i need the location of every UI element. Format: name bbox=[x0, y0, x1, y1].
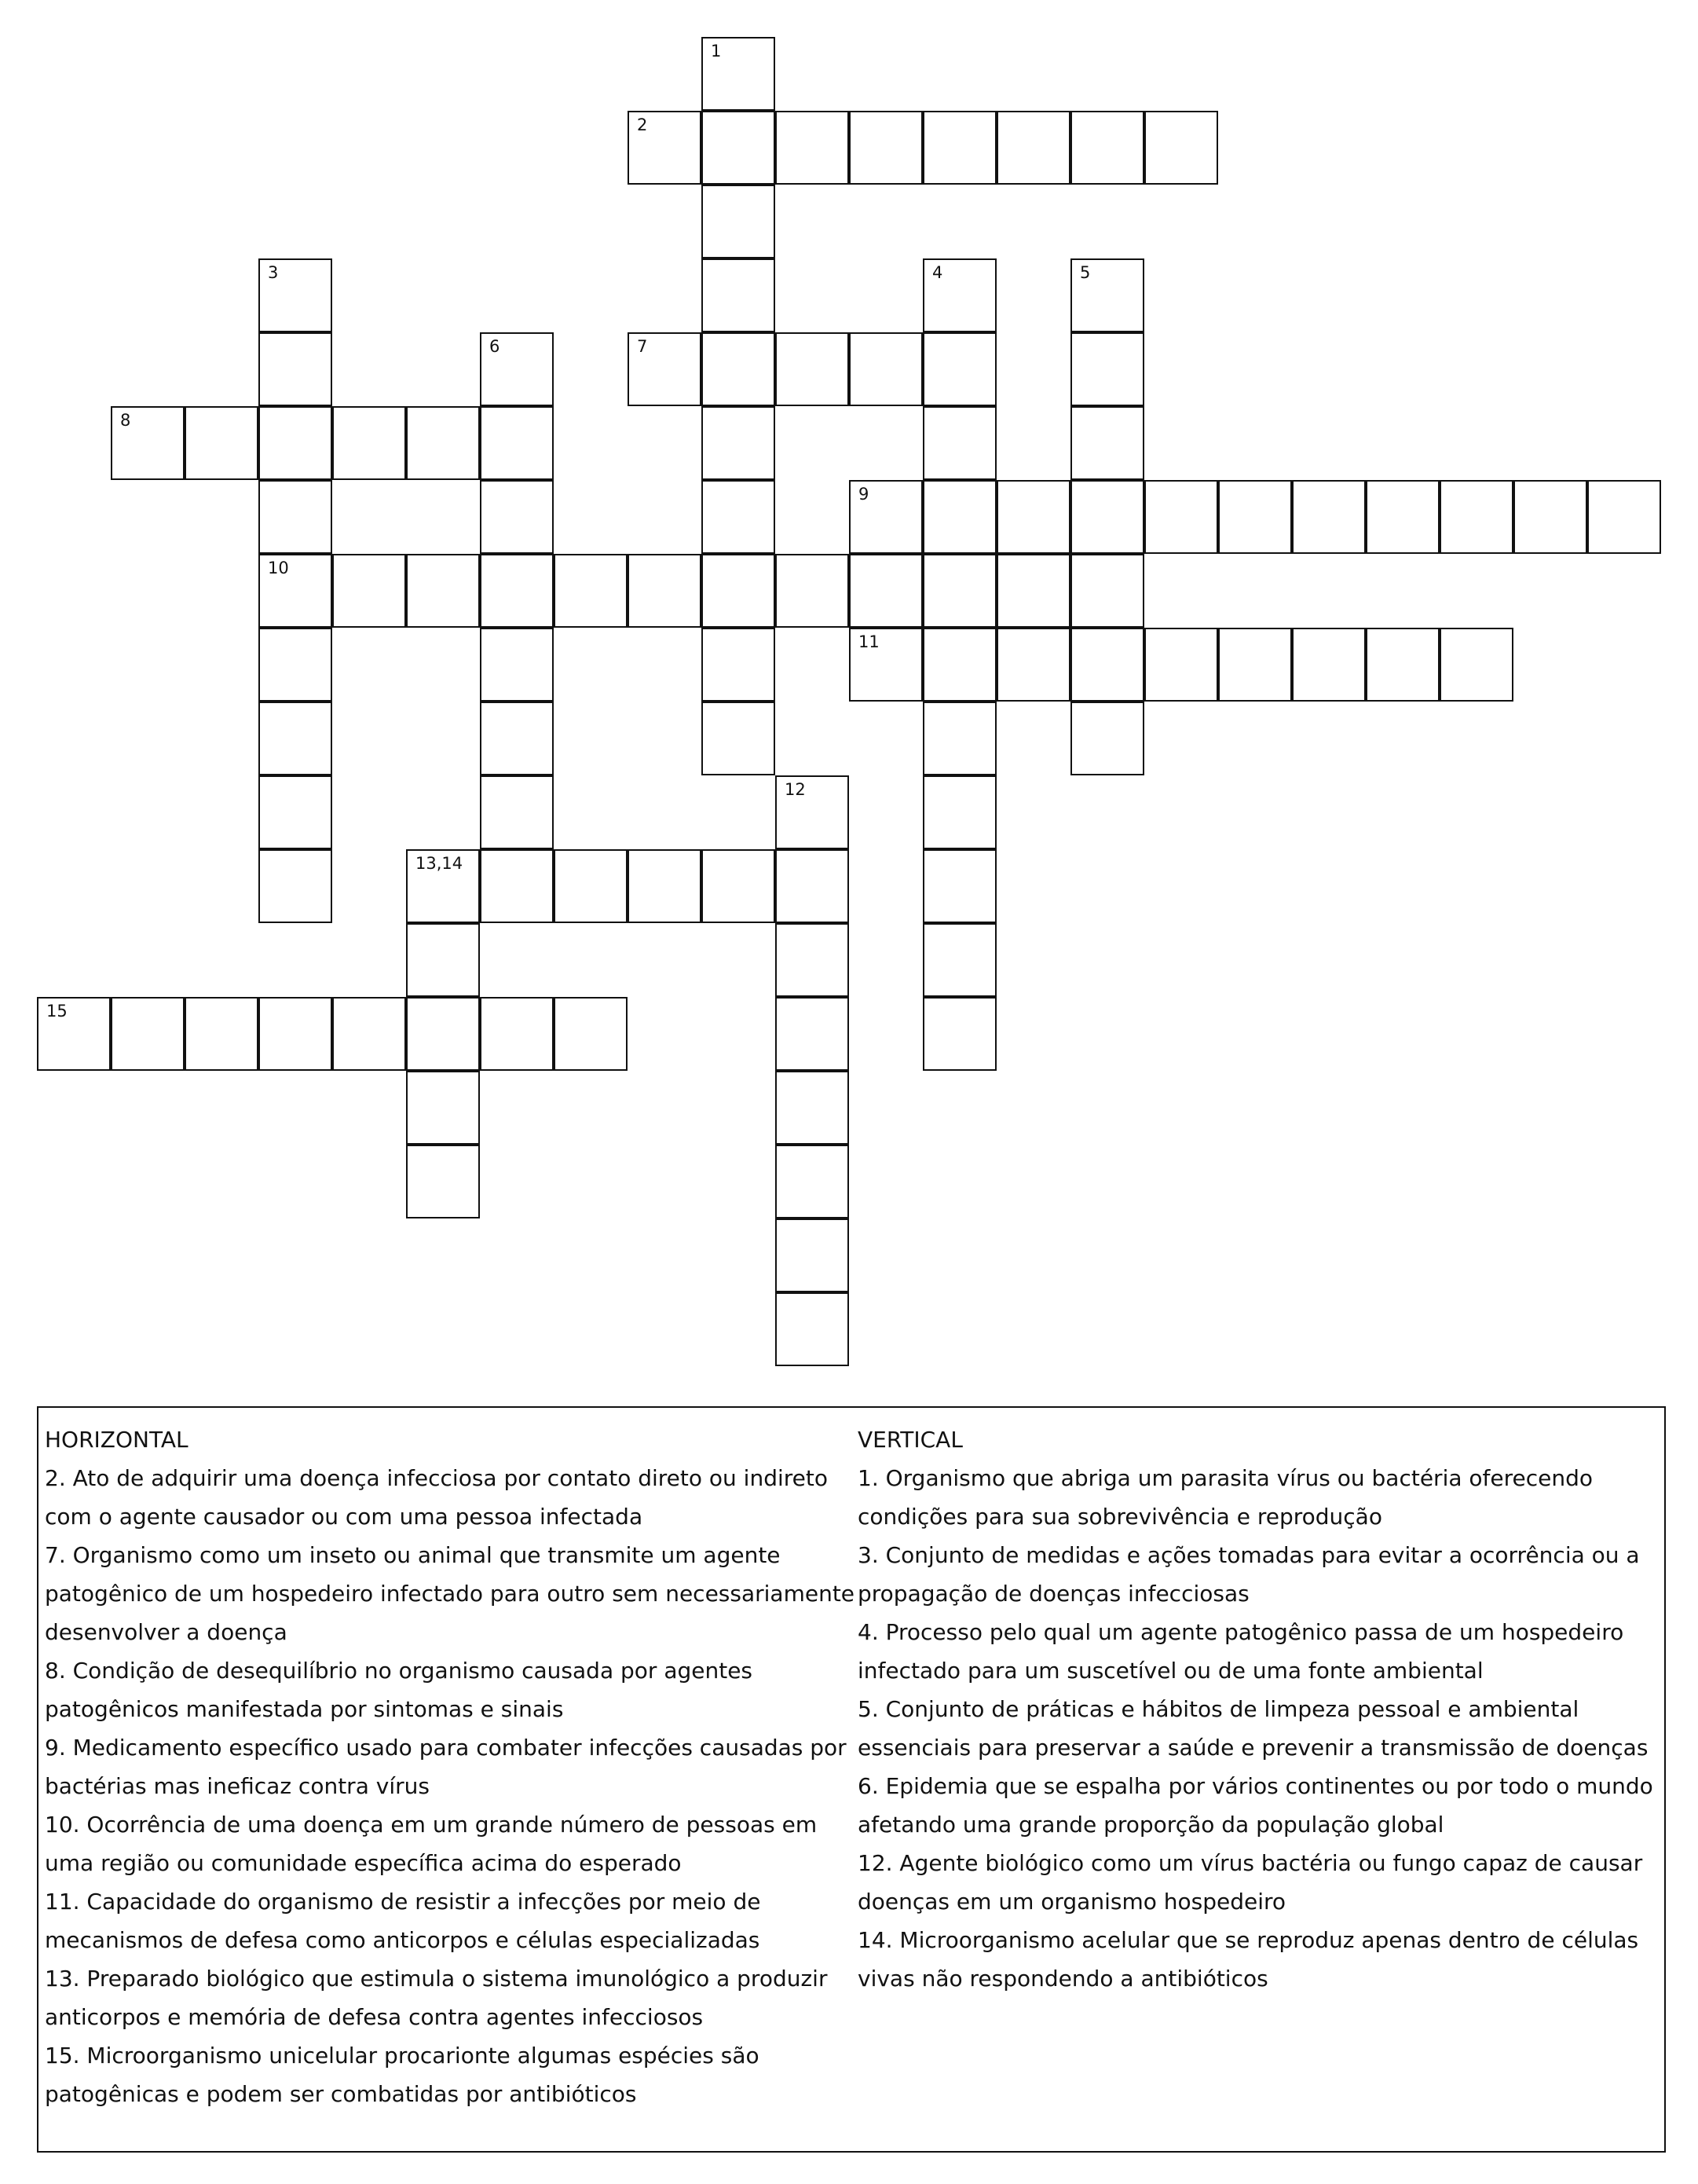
grid-cell[interactable] bbox=[332, 554, 406, 628]
grid-cell[interactable] bbox=[849, 332, 923, 406]
grid-cell[interactable] bbox=[775, 1218, 849, 1292]
grid-cell[interactable] bbox=[1587, 480, 1661, 554]
grid-cell[interactable] bbox=[406, 923, 480, 997]
grid-cell[interactable] bbox=[997, 111, 1070, 185]
clues-box bbox=[37, 1406, 1666, 2153]
clue-h2: 2. Ato de adquirir uma doença infecciosa por contato direto ou indireto com o agente causador ou com uma pessoa infectada bbox=[45, 1465, 828, 1530]
clue-number: 5 bbox=[1080, 263, 1091, 282]
grid-cell[interactable] bbox=[1070, 554, 1144, 628]
grid-cell[interactable] bbox=[923, 775, 997, 849]
grid-cell-11[interactable] bbox=[849, 628, 923, 702]
grid-cell[interactable] bbox=[923, 923, 997, 997]
grid-cell[interactable] bbox=[701, 258, 775, 332]
clue-v12: 12. Agente biológico como um vírus bactéria ou fungo capaz de causar doenças em um organismo hospedeiro bbox=[858, 1850, 1643, 1915]
clue-h8: 8. Condição de desequilíbrio no organismo causada por agentes patogênicos manifestada por sintomas e sinais bbox=[45, 1658, 753, 1722]
clue-v4: 4. Processo pelo qual um agente patogênico passa de um hospedeiro infectado para um suscetível ou de uma fonte ambiental bbox=[858, 1619, 1624, 1684]
grid-cell[interactable] bbox=[701, 185, 775, 258]
grid-cell[interactable] bbox=[1366, 480, 1440, 554]
vertical-clues bbox=[858, 1420, 1659, 1998]
grid-cell-6[interactable] bbox=[480, 332, 554, 406]
clue-number: 12 bbox=[785, 780, 806, 799]
clue-number: 8 bbox=[120, 411, 131, 430]
grid-cell[interactable] bbox=[258, 849, 332, 923]
clue-number: 15 bbox=[46, 1002, 68, 1021]
grid-cell[interactable] bbox=[775, 997, 849, 1071]
grid-cell[interactable] bbox=[554, 849, 628, 923]
grid-cell[interactable] bbox=[923, 997, 997, 1071]
grid-cell[interactable] bbox=[1070, 332, 1144, 406]
grid-cell[interactable] bbox=[1070, 406, 1144, 480]
grid-cell[interactable] bbox=[775, 554, 849, 628]
grid-cell[interactable] bbox=[480, 628, 554, 702]
grid-cell[interactable] bbox=[1218, 628, 1292, 702]
grid-cell[interactable] bbox=[923, 702, 997, 775]
grid-cell-8[interactable] bbox=[111, 406, 185, 480]
grid-cell[interactable] bbox=[1070, 702, 1144, 775]
clue-h11: 11. Capacidade do organismo de resistir a infecções por meio de mecanismos de defesa como anticorpos e células especializadas bbox=[45, 1889, 761, 1953]
grid-cell[interactable] bbox=[701, 111, 775, 185]
grid-cell[interactable] bbox=[480, 849, 554, 923]
horizontal-heading: HORIZONTAL bbox=[45, 1427, 188, 1453]
grid-cell[interactable] bbox=[701, 406, 775, 480]
grid-cell[interactable] bbox=[701, 849, 775, 923]
clue-number: 7 bbox=[637, 337, 648, 356]
clue-number: 9 bbox=[858, 485, 869, 504]
grid-cell-1[interactable] bbox=[701, 37, 775, 111]
grid-cell[interactable] bbox=[1440, 628, 1513, 702]
grid-cell[interactable] bbox=[775, 332, 849, 406]
grid-cell[interactable] bbox=[480, 554, 554, 628]
grid-cell[interactable] bbox=[1144, 111, 1218, 185]
grid-cell-15[interactable] bbox=[37, 997, 111, 1071]
grid-cell[interactable] bbox=[997, 628, 1070, 702]
grid-cell[interactable] bbox=[701, 554, 775, 628]
grid-cell[interactable] bbox=[480, 480, 554, 554]
clue-number: 10 bbox=[268, 559, 289, 577]
grid-cell[interactable] bbox=[1366, 628, 1440, 702]
grid-cell-9[interactable] bbox=[849, 480, 923, 554]
grid-cell-10[interactable] bbox=[258, 554, 332, 628]
vertical-heading: VERTICAL bbox=[858, 1427, 963, 1453]
clue-h7: 7. Organismo como um inseto ou animal que transmite um agente patogênico de um hospedeiro infectado para outro sem necessariamente desenvolver a doença bbox=[45, 1542, 855, 1645]
clue-number: 1 bbox=[711, 42, 722, 60]
grid-cell[interactable] bbox=[480, 775, 554, 849]
grid-cell[interactable] bbox=[1513, 480, 1587, 554]
grid-cell[interactable] bbox=[923, 480, 997, 554]
grid-cell[interactable] bbox=[923, 849, 997, 923]
clue-v5: 5. Conjunto de práticas e hábitos de limpeza pessoal e ambiental essenciais para preservar a saúde e prevenir a transmissão de doenças bbox=[858, 1696, 1649, 1761]
grid-cell[interactable] bbox=[480, 702, 554, 775]
grid-cell[interactable] bbox=[775, 923, 849, 997]
clue-number: 13,14 bbox=[415, 854, 463, 873]
clue-h10: 10. Ocorrência de uma doença em um grande número de pessoas em uma região ou comunidade específica acima do esperado bbox=[45, 1812, 818, 1876]
grid-cell[interactable] bbox=[628, 849, 701, 923]
grid-cell[interactable] bbox=[332, 406, 406, 480]
clue-number: 4 bbox=[932, 263, 943, 282]
grid-cell[interactable] bbox=[258, 332, 332, 406]
clue-v6: 6. Epidemia que se espalha por vários continentes ou por todo o mundo afetando uma grande proporção da população global bbox=[858, 1773, 1653, 1838]
grid-cell[interactable] bbox=[628, 554, 701, 628]
grid-cell[interactable] bbox=[923, 406, 997, 480]
grid-cell-5[interactable] bbox=[1070, 258, 1144, 332]
grid-cell[interactable] bbox=[1292, 480, 1366, 554]
clue-number: 2 bbox=[637, 115, 648, 134]
grid-cell-3[interactable] bbox=[258, 258, 332, 332]
grid-cell[interactable] bbox=[701, 702, 775, 775]
horizontal-clues bbox=[45, 1420, 858, 2113]
grid-cell[interactable] bbox=[258, 406, 332, 480]
clue-v3: 3. Conjunto de medidas e ações tomadas para evitar a ocorrência ou a propagação de doenças infecciosas bbox=[858, 1542, 1640, 1607]
grid-cell[interactable] bbox=[775, 849, 849, 923]
grid-cell[interactable] bbox=[923, 332, 997, 406]
grid-cell[interactable] bbox=[258, 628, 332, 702]
grid-cell-7[interactable] bbox=[628, 332, 701, 406]
grid-cell[interactable] bbox=[480, 406, 554, 480]
clue-number: 3 bbox=[268, 263, 279, 282]
grid-cell[interactable] bbox=[923, 111, 997, 185]
grid-cell[interactable] bbox=[701, 628, 775, 702]
grid-cell[interactable] bbox=[923, 554, 997, 628]
clue-h15: 15. Microorganismo unicelular procarionte algumas espécies são patogênicas e podem ser combatidas por antibióticos bbox=[45, 2043, 759, 2107]
grid-cell[interactable] bbox=[701, 480, 775, 554]
grid-cell[interactable] bbox=[332, 997, 406, 1071]
grid-cell[interactable] bbox=[554, 997, 628, 1071]
grid-cell-4[interactable] bbox=[923, 258, 997, 332]
grid-cell[interactable] bbox=[1070, 111, 1144, 185]
grid-cell[interactable] bbox=[258, 775, 332, 849]
clue-number: 6 bbox=[489, 337, 500, 356]
clue-h9: 9. Medicamento específico usado para combater infecções causadas por bactérias mas ineficaz contra vírus bbox=[45, 1735, 847, 1799]
grid-cell[interactable] bbox=[406, 406, 480, 480]
clue-v1: 1. Organismo que abriga um parasita vírus ou bactéria oferecendo condições para sua sobrevivência e reprodução bbox=[858, 1465, 1594, 1530]
clue-h13: 13. Preparado biológico que estimula o sistema imunológico a produzir anticorpos e memória de defesa contra agentes infecciosos bbox=[45, 1966, 828, 2030]
grid-cell[interactable] bbox=[258, 997, 332, 1071]
grid-cell[interactable] bbox=[111, 997, 185, 1071]
grid-cell[interactable] bbox=[1440, 480, 1513, 554]
grid-cell[interactable] bbox=[775, 1145, 849, 1218]
grid-cell[interactable] bbox=[480, 997, 554, 1071]
grid-cell[interactable] bbox=[554, 554, 628, 628]
grid-cell-2[interactable] bbox=[628, 111, 701, 185]
grid-cell-13-14[interactable] bbox=[406, 849, 480, 923]
grid-cell[interactable] bbox=[775, 1292, 849, 1366]
grid-cell[interactable] bbox=[1070, 480, 1144, 554]
clue-number: 11 bbox=[858, 632, 880, 651]
grid-cell[interactable] bbox=[185, 997, 258, 1071]
clue-v14: 14. Microorganismo acelular que se reproduz apenas dentro de células vivas não respondendo a antibióticos bbox=[858, 1927, 1639, 1992]
grid-cell[interactable] bbox=[406, 554, 480, 628]
grid-cell[interactable] bbox=[258, 480, 332, 554]
grid-cell[interactable] bbox=[406, 1071, 480, 1145]
grid-cell[interactable] bbox=[185, 406, 258, 480]
grid-cell[interactable] bbox=[1144, 628, 1218, 702]
grid-cell-12[interactable] bbox=[775, 775, 849, 849]
grid-cell[interactable] bbox=[1144, 480, 1218, 554]
grid-cell[interactable] bbox=[997, 480, 1070, 554]
grid-cell[interactable] bbox=[997, 554, 1070, 628]
grid-cell[interactable] bbox=[258, 702, 332, 775]
grid-cell[interactable] bbox=[1292, 628, 1366, 702]
grid-cell[interactable] bbox=[701, 332, 775, 406]
grid-cell[interactable] bbox=[1070, 628, 1144, 702]
grid-cell[interactable] bbox=[1218, 480, 1292, 554]
grid-cell[interactable] bbox=[849, 554, 923, 628]
grid-cell[interactable] bbox=[849, 111, 923, 185]
grid-cell[interactable] bbox=[775, 111, 849, 185]
grid-cell[interactable] bbox=[406, 997, 480, 1071]
grid-cell[interactable] bbox=[923, 628, 997, 702]
grid-cell[interactable] bbox=[406, 1145, 480, 1218]
grid-cell[interactable] bbox=[775, 1071, 849, 1145]
